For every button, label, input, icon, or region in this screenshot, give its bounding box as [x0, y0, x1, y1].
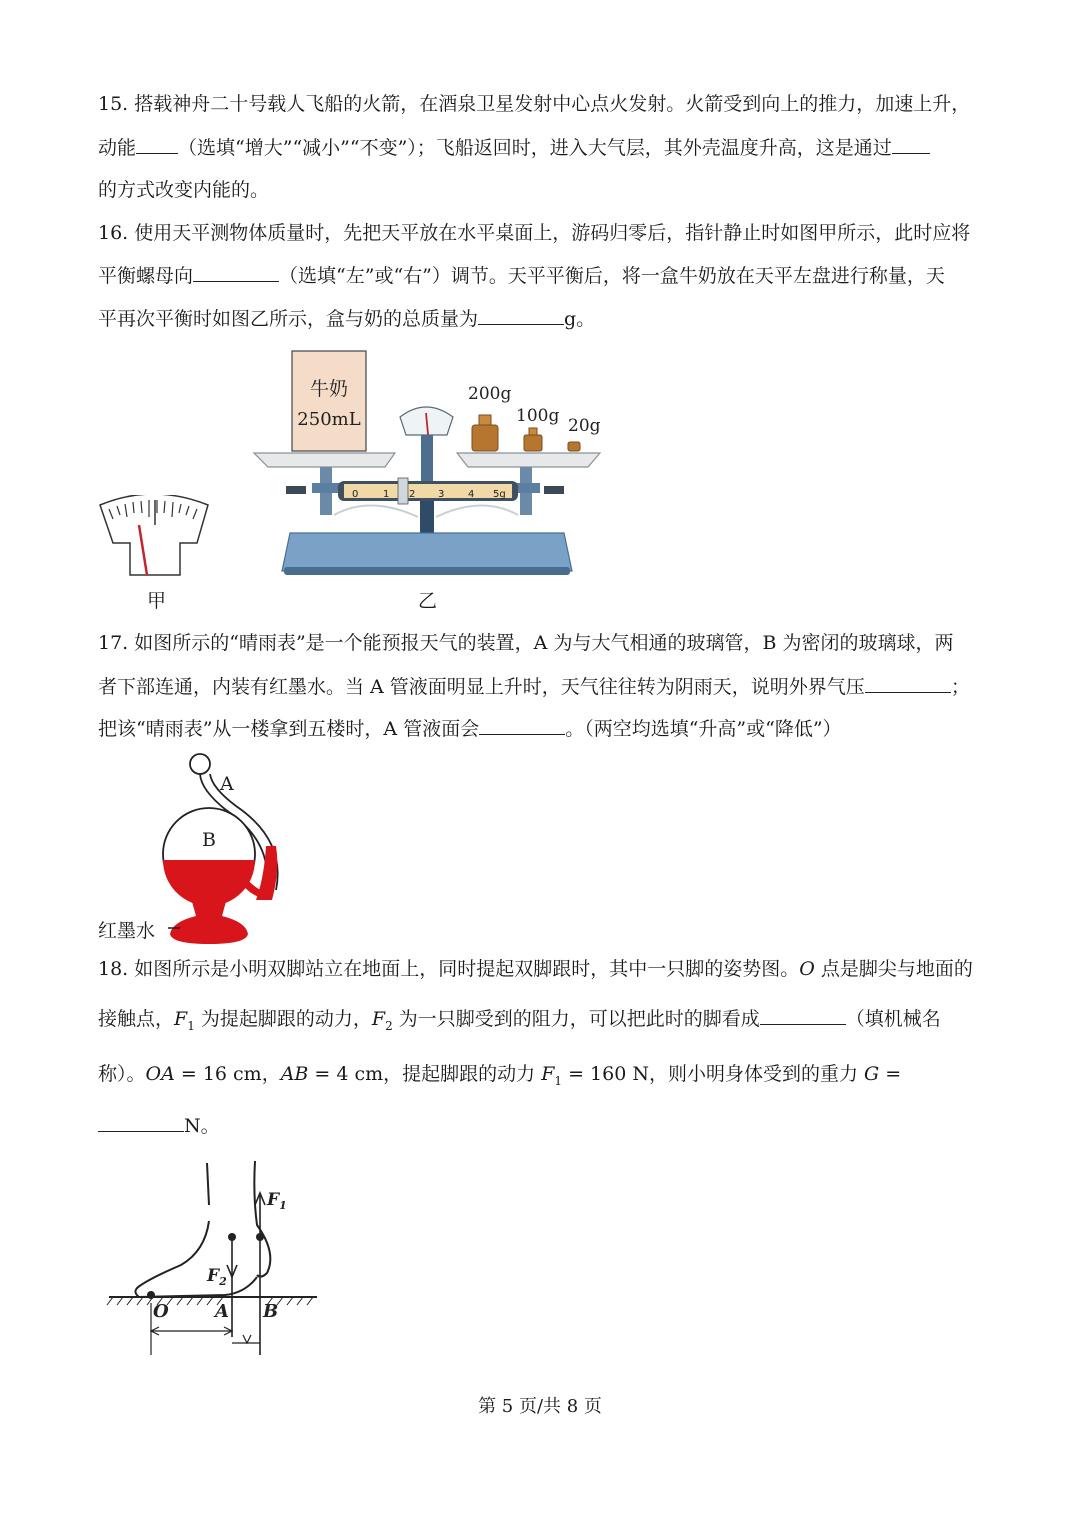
q16-text-3a: 平再次平衡时如图乙所示，盒与奶的总质量为 [98, 308, 479, 330]
q17-line-1 [98, 631, 953, 655]
rider [398, 478, 408, 504]
q15-text-2b: （选填“增大”“减小”“不变”）；飞船返回时，进入大气层，其外壳温度升高，这是通过 [178, 137, 892, 159]
label-red-ink: 红墨水 [98, 920, 156, 942]
page-footer: 第 5 页/共 8 页 [478, 1396, 602, 1417]
milk-label: 牛奶 [309, 378, 349, 400]
answer-blank[interactable] [193, 263, 279, 282]
force-f1: F [174, 1008, 188, 1030]
weight-200g [472, 425, 498, 451]
scale-4: 4 [468, 489, 475, 500]
q18-text-4: N。 [184, 1115, 220, 1137]
q15-line-2 [98, 135, 930, 160]
pointer-dial-figure [95, 495, 215, 580]
q16-line-3 [98, 306, 595, 331]
scale-1: 1 [383, 489, 390, 500]
label-b: B [202, 829, 216, 851]
q18-text-3a: 称）。 [98, 1063, 146, 1085]
answer-blank[interactable] [865, 674, 951, 693]
caption-yi: 乙 [418, 590, 438, 612]
q15-text-1: 15. 搭载神舟二十号载人飞船的火箭，在酒泉卫星发射中心点火发射。火箭受到向上的推力，加速上升， [98, 93, 971, 115]
scale-0: 0 [352, 489, 359, 500]
q18-text-3f: = 160 N，则小明身体受到的重力 [562, 1063, 865, 1085]
q17-text-3b: 。（两空均选填“升高”或“降低”） [565, 718, 842, 740]
force-f2-sub: 2 [385, 1019, 393, 1033]
segment-ab: AB [280, 1063, 309, 1085]
label-a: A [215, 1301, 229, 1322]
label-f1: $F_1$ [267, 1190, 287, 1212]
foot-lever-figure [105, 1155, 325, 1365]
answer-blank[interactable] [136, 135, 178, 154]
q15-text-2a: 动能 [98, 137, 137, 159]
q17-line-2 [98, 674, 970, 699]
label-o: O [153, 1301, 169, 1322]
weight-20g [568, 442, 580, 451]
point-o: O [799, 958, 815, 980]
q17-text-1: 17. 如图所示的“晴雨表”是一个能预报天气的装置，A 为与大气相通的玻璃管，B 为密闭的玻璃球，两 [98, 632, 954, 654]
q18-text-2b: 为提起脚跟的动力， [194, 1008, 372, 1030]
force-f1: F [541, 1063, 555, 1085]
answer-blank[interactable] [479, 716, 565, 735]
answer-blank[interactable] [98, 1113, 184, 1132]
q18-text-3c: = 16 cm， [174, 1063, 281, 1085]
caption-jia: 甲 [147, 590, 167, 612]
q18-text-2c: 为一只脚受到的阻力，可以把此时的脚看成 [392, 1008, 760, 1030]
scale-5g: 5g [493, 489, 506, 500]
q16-line-2 [98, 263, 945, 288]
answer-blank[interactable] [760, 1006, 846, 1025]
label-200g: 200g [468, 384, 512, 404]
q18-text-2d: （填机械名 [845, 1008, 941, 1030]
q17-text-2b: ； [950, 676, 970, 698]
q16-text-2b: （选填“左”或“右”）调节。天平平衡后，将一盒牛奶放在天平左盘进行称量，天 [279, 265, 945, 287]
q18-line-2 [98, 1006, 941, 1038]
weight-100g [524, 435, 542, 451]
scale-2: 2 [409, 489, 416, 500]
q18-text-2a: 接触点， [98, 1008, 175, 1030]
label-20g: 20g [568, 416, 601, 436]
label-f2: $F_2$ [207, 1266, 227, 1288]
q16-text-1: 16. 使用天平测物体质量时，先把天平放在水平桌面上，游码归零后，指针静止时如图甲所示，此时应将 [98, 222, 971, 244]
force-f1-sub: 1 [187, 1019, 195, 1033]
q18-line-1 [98, 957, 973, 981]
answer-blank[interactable] [892, 135, 930, 154]
gravity-g: G [864, 1063, 880, 1085]
balance-figure [250, 345, 610, 580]
label-100g: 100g [516, 406, 560, 426]
answer-blank[interactable] [478, 306, 564, 325]
label-b: B [263, 1301, 279, 1322]
scale-3: 3 [438, 489, 445, 500]
label-a: A [220, 773, 234, 795]
q16-text-2a: 平衡螺母向 [98, 265, 194, 287]
q15-text-3: 的方式改变内能的。 [98, 179, 270, 201]
q15-line-1 [98, 92, 970, 116]
q16-line-1 [98, 221, 970, 245]
point-o-dot [147, 1291, 155, 1299]
q17-text-3a: 把该“晴雨表”从一楼拿到五楼时，A 管液面会 [98, 718, 480, 740]
q18-text-3h: = [879, 1063, 902, 1085]
q18-text-1c: 点是脚尖与地面的 [814, 958, 973, 980]
force-f1-sub: 1 [554, 1074, 563, 1088]
q17-text-2a: 者下部连通，内装有红墨水。当 A 管液面明显上升时，天气往往转为阴雨天，说明外界气压 [98, 676, 865, 698]
q18-line-3 [98, 1062, 901, 1093]
milk-box [292, 351, 366, 451]
q18-line-4 [98, 1113, 220, 1138]
q18-text-1a: 18. 如图所示是小明双脚站立在地面上，同时提起双脚跟时，其中一只脚的姿势图。 [98, 958, 800, 980]
force-f2: F [371, 1008, 386, 1030]
q18-text-3e: = 4 cm，提起脚跟的动力 [308, 1063, 542, 1085]
q16-text-3b: g。 [564, 308, 596, 330]
q15-line-3 [98, 178, 269, 202]
segment-oa: OA [145, 1063, 175, 1085]
q17-line-3 [98, 716, 842, 741]
milk-volume: 250mL [297, 409, 361, 430]
